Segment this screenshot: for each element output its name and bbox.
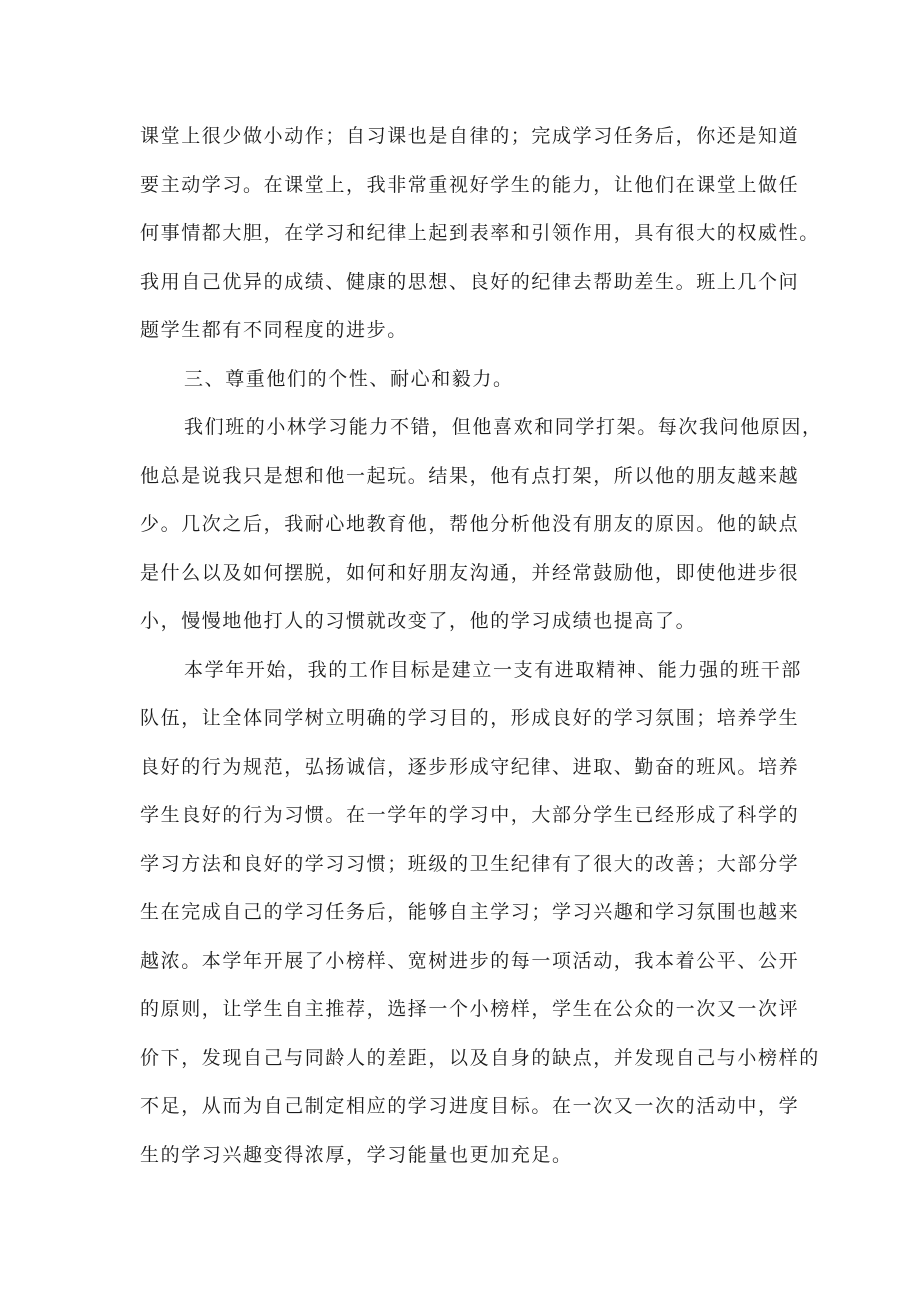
text-line: 不足，从而为自己制定相应的学习进度目标。在一次又一次的活动中，学 [140,1095,800,1117]
text-line: 越浓。本学年开展了小榜样、宽树进步的每一项活动，我本着公平、公开 [140,949,800,972]
text-line: 少。几次之后，我耐心地教育他，帮他分析他没有朋友的原因。他的缺点 [140,513,800,535]
text-line: 良好的行为规范，弘扬诚信，逐步形成守纪律、进取、勤奋的班风。培养 [140,755,800,778]
body-text [140,112,823,1179]
text-line: 我们班的小林学习能力不错，但他喜欢和同学打架。每次我问他原因， [184,416,823,438]
text-line: 课堂上很少做小动作；自习课也是自律的；完成学习任务后，你还是知道 [140,125,800,147]
text-line: 要主动学习。在课堂上，我非常重视好学生的能力，让他们在课堂上做任 [140,173,800,196]
text-line: 价下，发现自己与同龄人的差距，以及自身的缺点，并发现自己与小榜样的 [140,1046,820,1069]
text-line: 小，慢慢地他打人的习惯就改变了，他的学习成绩也提高了。 [140,610,697,632]
text-line: 我用自己优异的成绩、健康的思想、良好的纪律去帮助差生。班上几个问 [140,270,800,293]
text-line: 本学年开始，我的工作目标是建立一支有进取精神、能力强的班干部 [184,658,803,681]
text-line: 生在完成自己的学习任务后，能够自主学习；学习兴趣和学习氛围也越来 [140,901,800,923]
text-line: 是什么以及如何摆脱，如何和好朋友沟通，并经常鼓励他，即使他进步很 [140,561,800,584]
text-line: 队伍，让全体同学树立明确的学习目的，形成良好的学习氛围；培养学生 [140,707,800,729]
text-line: 何事情都大胆，在学习和纪律上起到表率和引领作用，具有很大的权威性。 [140,222,820,244]
text-line: 的原则，让学生自主推荐，选择一个小榜样，学生在公众的一次又一次评 [140,998,800,1020]
text-line: 生的学习兴趣变得浓厚，学习能量也更加充足。 [140,1143,573,1166]
text-line: 学习方法和良好的学习习惯；班级的卫生纪律有了很大的改善；大部分学 [140,852,800,875]
text-line: 他总是说我只是想和他一起玩。结果，他有点打架，所以他的朋友越来越 [140,464,800,487]
text-line: 学生良好的行为习惯。在一学年的学习中，大部分学生已经形成了科学的 [140,804,800,826]
text-line: 题学生都有不同程度的进步。 [140,319,408,341]
section-heading: 三、尊重他们的个性、耐心和毅力。 [184,367,514,390]
